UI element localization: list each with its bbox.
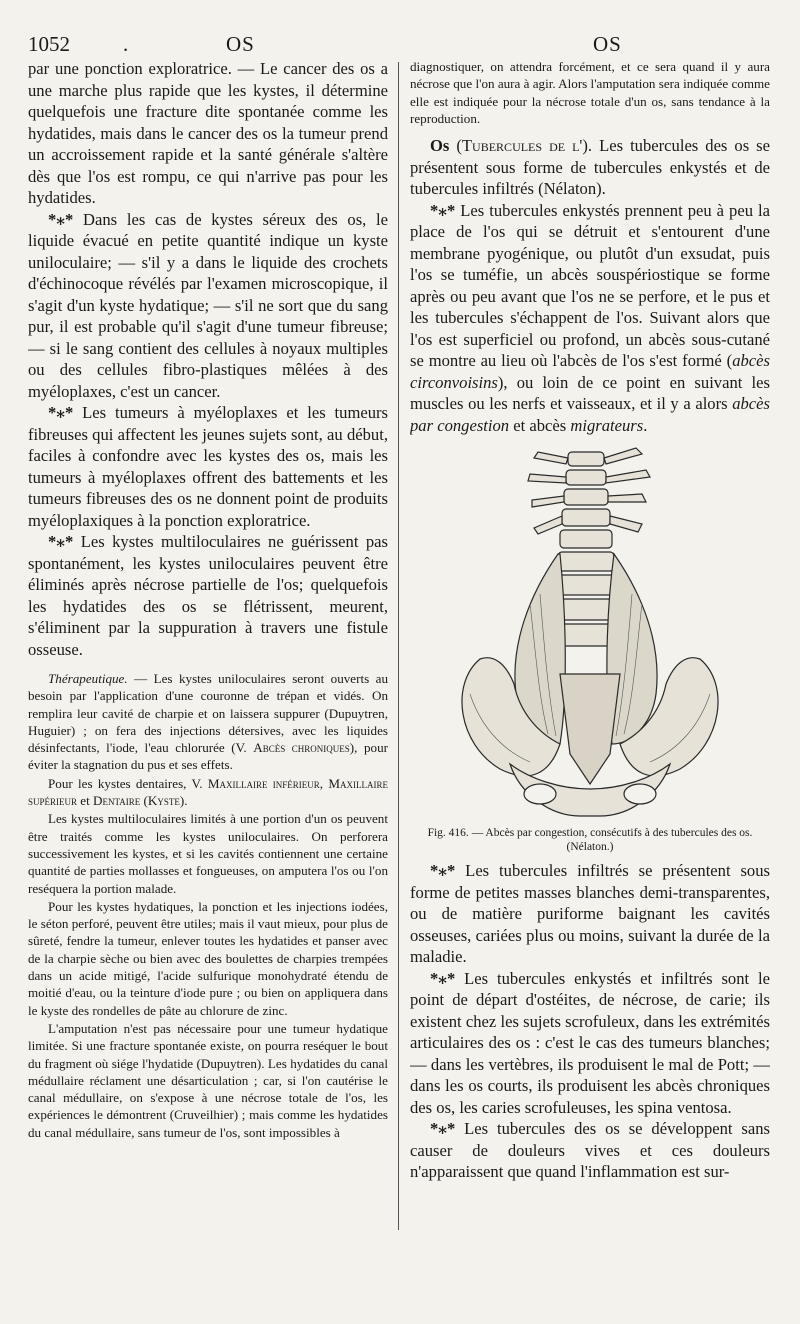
- figure-caption: [410, 826, 770, 854]
- paragraph: [28, 775, 388, 810]
- paragraph-text: Les tubercules enkystés prennent peu à peu la place de l'os qui se détruit et s'entourent d'une membrane pyogénique, ou plutôt d'un exsudat, puis l'os se tuméfie, un abcès souspériostique se forme après ou peu avant que l'os ne se perfore, et le pus et les tubercules s'échappent de l'os. Suivant alors que l'os est superficiel ou profond, un abcès sous-cutané se montre au lieu où l'abcès de l'os s'est formé (: [410, 200, 770, 371]
- paragraph: [410, 968, 770, 1119]
- paragraph: [410, 200, 770, 437]
- left-running-title: OS: [226, 32, 255, 56]
- figure-label: Fig. 416.: [427, 827, 469, 840]
- column-divider: [398, 62, 399, 1230]
- left-column: [28, 58, 388, 1244]
- figure-caption-text: — Abcès par congestion, consécutifs à des tubercules des os. (Nélaton.): [468, 827, 753, 854]
- paragraph: [410, 860, 770, 968]
- right-large-text-bottom: [410, 860, 770, 1183]
- paragraph: [410, 1118, 770, 1183]
- figure-spine-illustration: [410, 444, 770, 824]
- page-number: 1052: [28, 32, 70, 56]
- paragraph-text: (: [140, 793, 148, 809]
- right-running-title: OS: [593, 32, 622, 56]
- paragraph: Les kystes multiloculaires limités à une portion d'un os peuvent être traités comme les kystes uniloculaires. On perforera successivement les kystes, et si les cavités contiennent une certaine quantité de parties mollasses et fongueuses, on amputera l'os ou l'on reséquera la portion malade.: [28, 811, 388, 896]
- cross-reference: Maxillaire supérieur: [28, 775, 388, 809]
- asterism: *⁎*: [430, 200, 456, 220]
- paragraph: [28, 670, 388, 774]
- left-large-text: [28, 58, 388, 660]
- italic-term: abcès circonvoisins: [410, 351, 770, 392]
- section-label: Thérapeutique.: [48, 671, 128, 686]
- italic-term: migrateurs: [570, 415, 644, 435]
- paragraph: par une ponction exploratrice. — Le cancer des os a une marche plus rapide que les kystes, il détermine quelquefois une fracture dite spontanée comme les hydatides, mais dans le cancer des os la tumeur prend un accroissement rapide et la santé générale s'altère dès que l'os est rompu, ce qui n'arrive pas pour les hydatides.: [28, 59, 388, 207]
- paragraph-text: et: [77, 793, 94, 809]
- paragraph: Pour les kystes hydatiques, la ponction et les injections iodées, le séton perforé, peuvent être utiles; mais il vaut mieux, pour plus de sûreté, fendre la tumeur, enlever toutes les hydatides et panser avec de la charpie sèche ou bien avec des boulettes de charpies trempées dans un acide mitigé, l'acide sulfurique monohydraté étendu de moitié d'eau, ou la teinture d'iode pure ; ou bien on appliquera dans le kyste des rondelles de pâte au chlorure de zinc.: [28, 898, 388, 1018]
- paragraph: [28, 402, 388, 531]
- paragraph: [28, 531, 388, 660]
- paragraph-text: Les tubercules des os se présentent sous forme de tubercules enkystés et de tubercules infiltrés (Nélaton).: [410, 136, 770, 199]
- asterism: *⁎*: [48, 403, 74, 422]
- paragraph-text: Les tubercules enkystés et infiltrés sont le point de départ d'ostéites, de nécrose, de carie; ils existent chez les sujets scrofuleux, dans les extrémités articulaires des os : c'est le cas des tumeurs blanches; — dans les vertèbres, ils produisent le mal de Pott; — dans les os courts, ils produisent les abcès chroniques des os, les caries scrofuleuses, les spina ventosa.: [410, 968, 770, 1117]
- page-header: [28, 30, 772, 58]
- cross-reference: Abcès chroniques: [253, 740, 350, 756]
- spine-pelvis-engraving: [410, 444, 770, 824]
- section-keyword: Os: [430, 136, 450, 156]
- paragraph-text: Pour les kystes dentaires, V.: [48, 775, 208, 791]
- section-heading-paragraph: [410, 135, 770, 200]
- asterism: *⁎*: [430, 968, 456, 988]
- right-large-text-top: [410, 135, 770, 436]
- paragraph-text: Dans les cas de kystes séreux des os, le liquide évacué en petite quantité indique un kyste uniloculaire; — s'il y a dans le liquide des crochets d'échinocoque révélés par l'examen microscopique, il s'agit d'un kyste hydatique; — s'il ne sort que du sang pur, il est probable qu'il s'agit d'une tumeur fibreuse; — si le sang contient des cellules à noyaux multiples ou des cellules fibro-plastiques mêlées à des myéloplaxes, c'est un cancer.: [28, 209, 388, 401]
- asterism: *⁎*: [430, 861, 456, 881]
- paragraph-text: Les tubercules infiltrés se présentent sous forme de petites masses blanches demi-transparentes, ou de matière puriforme baignant les cavités osseuses, cariées plus ou moins, suivant la durée de la maladie.: [410, 861, 770, 967]
- asterism: *⁎*: [48, 209, 74, 229]
- paragraph-text: — Les kystes uniloculaires seront ouverts au besoin par l'application d'une couronne de trépan et vidés. On remplira leur cavité de charpie et on laissera suppurer (Dupuytren, Huguier) ; on fera des injections détersives, avec les liquides désinfectants, l'iode, l'eau chlorurée (V.: [28, 671, 388, 756]
- heading-text: (: [449, 136, 462, 156]
- paragraph-text: ), pour éviter la stagnation du pus et ses effets.: [28, 740, 388, 773]
- asterism: *⁎*: [48, 532, 74, 551]
- paragraph-text: Les tumeurs à myéloplaxes et les tumeurs fibreuses qui affectent les jeunes sujets sont, au début, faciles à confondre avec les kystes des os, mais les tumeurs à myéloplaxes offrent des battements et les tumeurs fibreuses des os ne donnent point de produits myéloplaxiques à la ponction exploratrice.: [28, 403, 388, 530]
- therapeutics-section: [28, 670, 388, 1141]
- paragraph-text: .: [643, 415, 648, 435]
- section-heading: Tubercules de l': [461, 136, 583, 156]
- cross-reference: Kyste: [147, 793, 180, 809]
- right-top-text: [410, 58, 770, 127]
- asterism: *⁎*: [430, 1119, 456, 1139]
- italic-term: abcès par congestion: [410, 394, 770, 435]
- header-dot: .: [123, 32, 129, 56]
- paragraph-text: ), ou loin de ce point en suivant les muscles ou les nerfs et vaisseaux, et il y a alors: [410, 372, 770, 414]
- paragraph: diagnostiquer, on attendra forcément, et ce sera quand il y aura nécrose que l'on aura à agir. Alors l'amputation sera indiquée comme elle est indiquée pour la nécrose totale d'un os, sans tendance à la reproduction.: [410, 59, 770, 126]
- paragraph: L'amputation n'est pas nécessaire pour une tumeur hydatique limitée. Si une fracture spontanée existe, on pourra reséquer le bout du fragment où siége l'hydatide (Dupuytren). Les hydatides du canal médullaire réclament une désarticulation ; car, si l'on cautérise le canal médullaire, on s'expose à une nécrose totale de l'os, les expériences le démontrent (Cruveilhier) ; mais comme les hydatides du canal médullaire, sans tumeur de l'os, sont impossibles à: [28, 1020, 388, 1140]
- paragraph-text: et abcès: [509, 415, 571, 435]
- paragraph-text: ,: [319, 775, 329, 791]
- cross-reference: Dentaire: [93, 793, 141, 809]
- right-column: [410, 58, 770, 1248]
- heading-text: ).: [582, 136, 593, 156]
- paragraph: [28, 209, 388, 403]
- paragraph-text: ).: [179, 793, 188, 809]
- paragraph-text: Les tubercules des os se développent sans causer de douleurs vives et ces douleurs n'apparaissent que quand l'inflammation est sur-: [410, 1119, 770, 1182]
- cross-reference: Maxillaire inférieur: [207, 775, 320, 791]
- paragraph-text: Les kystes multiloculaires ne guérissent pas spontanément, les kystes uniloculaires peuvent être éliminés après nécrose partielle de l'os; quelquefois les hydatides des os se flétrissent, meurent, s'éliminent par la suppuration à travers une fistule osseuse.: [28, 532, 388, 659]
